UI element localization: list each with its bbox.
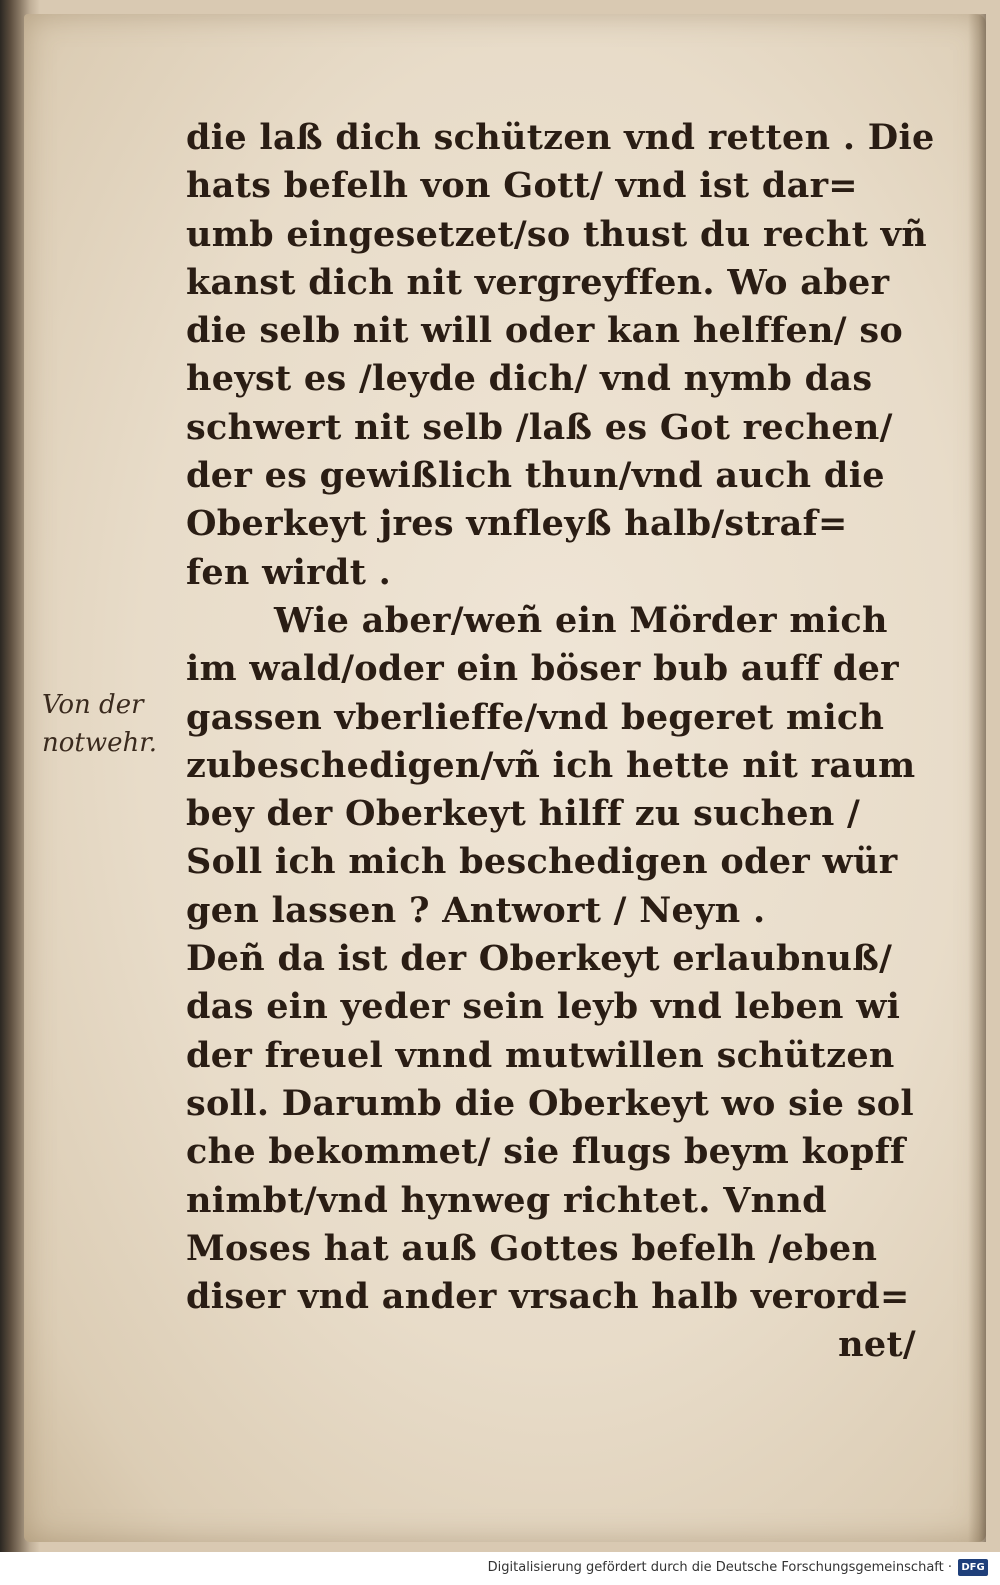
text-line: fen wirdt . — [186, 551, 392, 593]
text-line: nimbt/vnd hynweg richtet. Vnnd — [186, 1179, 827, 1221]
marginal-note-line: Von der — [42, 690, 144, 720]
text-line: Moses hat auß Gottes befelh /eben — [186, 1227, 878, 1269]
text-line: Deñ da ist der Oberkeyt erlaubnuß/ — [186, 938, 893, 980]
text-line: zubeschedigen/vñ ich hette nit raum — [186, 744, 916, 786]
text-line: Soll ich mich beschedigen oder wür — [186, 841, 898, 883]
text-line: umb eingesetzet/so thust du recht vñ — [186, 213, 927, 255]
text-line: bey der Oberkeyt hilff zu suchen / — [186, 793, 861, 835]
text-line: im wald/oder ein böser bub auff der — [186, 648, 899, 690]
text-line: heyst es /leyde dich/ vnd nymb das — [186, 358, 873, 400]
funding-credit: Digitalisierung gefördert durch die Deutsche Forschungsgemeinschaft · — [487, 1560, 952, 1575]
text-line: diser vnd ander vrsach halb verord= — [186, 1276, 910, 1318]
text-line: der freuel vnnd mutwillen schützen — [186, 1034, 895, 1076]
marginal-note — [42, 686, 192, 762]
dfg-logo-icon: DFG — [958, 1559, 988, 1576]
text-line: das ein yeder sein leyb vnd leben wi — [186, 986, 901, 1028]
text-line: Wie aber/weñ ein Mörder mich — [274, 599, 888, 641]
body-text — [186, 114, 946, 1370]
text-line: hats befelh von Gott/ vnd ist dar= — [186, 165, 858, 207]
text-line: soll. Darumb die Oberkeyt wo sie sol — [186, 1082, 914, 1124]
page-gutter-shadow — [968, 14, 986, 1542]
text-line: kanst dich nit vergreyffen. Wo aber — [186, 261, 890, 303]
marginal-note-line: notwehr. — [42, 728, 158, 758]
footer-bar — [0, 1552, 1000, 1585]
text-line: che bekommet/ sie flugs beym kopff — [186, 1131, 906, 1173]
text-line: schwert nit selb /laß es Got rechen/ — [186, 406, 893, 448]
text-line: Oberkeyt jres vnfleyß halb/straf= — [186, 503, 848, 545]
text-line: die selb nit will oder kan helffen/ so — [186, 310, 903, 352]
book-page — [24, 14, 986, 1542]
text-line: der es gewißlich thun/vnd auch die — [186, 455, 885, 497]
text-line: die laß dich schützen vnd retten . Die — [186, 117, 935, 158]
text-line: gassen vberlieffe/vnd begeret mich — [186, 696, 885, 738]
text-line: gen lassen ? Antwort / Neyn . — [186, 889, 766, 931]
catchword: net/ — [838, 1324, 916, 1366]
